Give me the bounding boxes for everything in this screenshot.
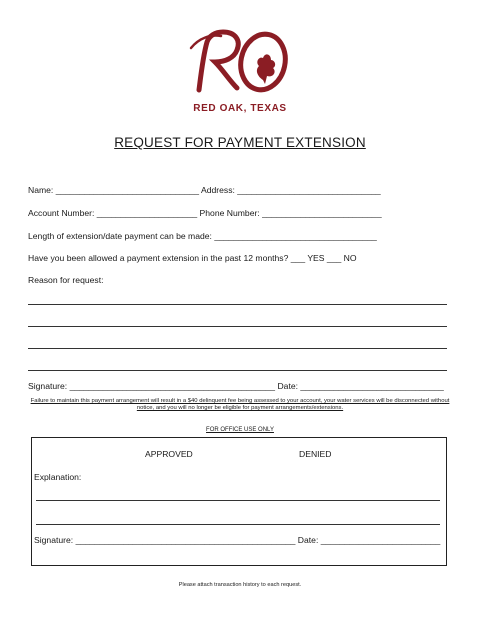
form-title: REQUEST FOR PAYMENT EXTENSION	[114, 135, 366, 150]
attachment-note: Please attach transaction history to each request.	[178, 582, 302, 588]
account-phone-line[interactable]: Account Number: _____________________ Phone Number: _________________________	[28, 208, 382, 218]
explanation-label: Explanation:	[34, 472, 82, 482]
prior-extension-line[interactable]: Have you been allowed a payment extension in the past 12 months? ___ YES ___ NO	[28, 253, 357, 263]
name-address-line[interactable]: Name: ______________________________ Address: ______________________________	[28, 185, 381, 195]
office-signature-date-line[interactable]: Signature: ______________________________________________ Date: _________________________	[34, 535, 441, 545]
signature-date-line[interactable]: Signature: ___________________________________________ Date: ______________________________	[28, 381, 444, 391]
office-use-box	[31, 437, 447, 566]
extension-length-line[interactable]: Length of extension/date payment can be made: __________________________________	[28, 231, 377, 241]
office-use-label: FOR OFFICE USE ONLY	[206, 427, 274, 433]
approved-option[interactable]: APPROVED	[145, 449, 193, 459]
denied-option[interactable]: DENIED	[299, 449, 332, 459]
reason-line-1[interactable]	[28, 304, 447, 305]
reason-line-4[interactable]	[28, 370, 447, 371]
reason-line-2[interactable]	[28, 326, 447, 327]
red-oak-logo-icon	[185, 28, 295, 98]
reason-label: Reason for request:	[28, 275, 104, 285]
explanation-line-2[interactable]	[36, 524, 440, 525]
delinquency-notice: Failure to maintain this payment arrangement will result in a $40 delinquent fee being assessed to your account, your water services will be disconnected without notice, and you will no longer be eligible for payment arrangements/extensions.	[30, 398, 450, 412]
reason-line-3[interactable]	[28, 348, 447, 349]
explanation-line-1[interactable]	[36, 500, 440, 501]
logo-tagline: RED OAK, TEXAS	[193, 103, 287, 114]
